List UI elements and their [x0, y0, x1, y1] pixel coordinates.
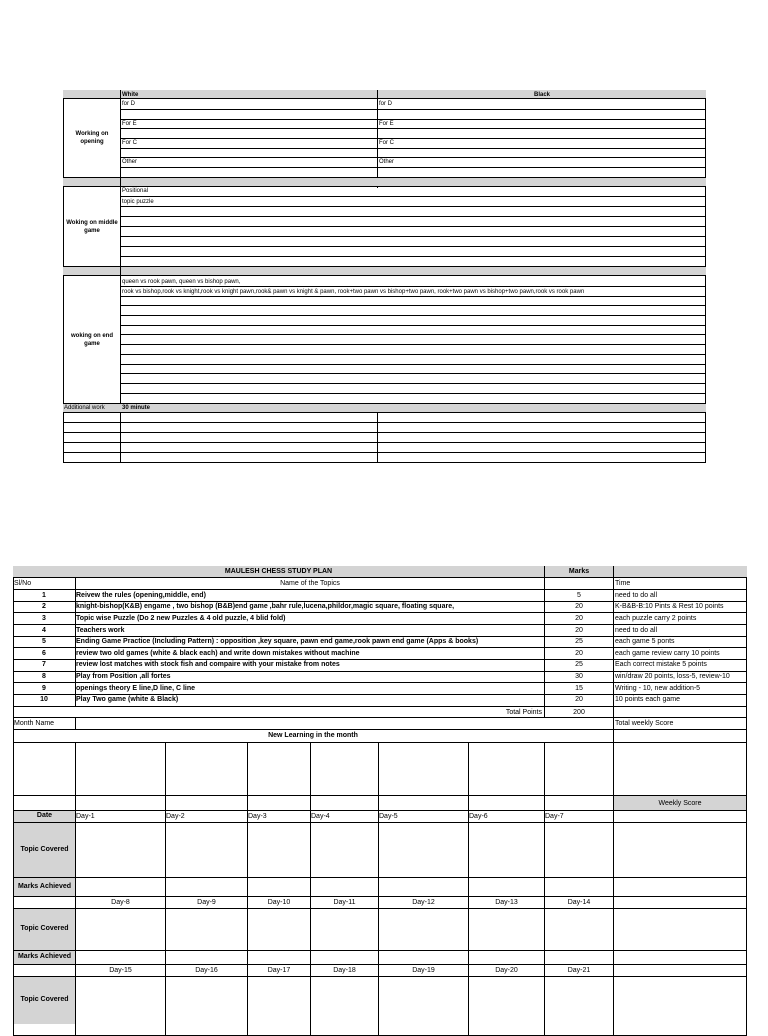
- row-marks: 15: [575, 685, 583, 692]
- row-no: 4: [42, 627, 46, 634]
- marks-header: Marks: [568, 568, 590, 575]
- opening-black-c: For C: [379, 140, 394, 146]
- end-row-2: rook vs bishop,rook vs knight,rook vs knight pawn,rook& pawn vs knight & pawn, rook+two pawn vs bishop+two pawn, rook+two pawn vs bishop+two pawn,rook vs rook pawn: [122, 289, 585, 295]
- middle-row-positional: Positional: [122, 188, 149, 194]
- day-label: Day-4: [311, 813, 330, 820]
- day-label: Day-20: [495, 967, 518, 974]
- middle-section-label: Woking on middle game: [66, 220, 118, 234]
- opening-white-d: for D: [122, 101, 136, 107]
- row-topic: Play from Position ,all fortes: [76, 673, 171, 680]
- day-label: Day-15: [109, 967, 132, 974]
- day-label: Day-18: [333, 967, 356, 974]
- row-note: need to do all: [615, 627, 658, 634]
- day-label: Day-7: [545, 813, 564, 820]
- date-label: Date: [36, 812, 53, 819]
- row-marks: 30: [575, 673, 583, 680]
- row-no: 1: [42, 592, 46, 599]
- day-label: Day-11: [333, 899, 356, 906]
- row-marks: 25: [575, 661, 583, 668]
- topic-covered-label: Topic Covered: [20, 996, 69, 1003]
- day-label: Day-14: [567, 899, 591, 906]
- row-topic: Topic wise Puzzle (Do 2 new Puzzles & 4 old puzzle, 4 blid fold): [76, 615, 286, 622]
- row-note: 10 points each game: [615, 696, 680, 703]
- end-section-label: woking on end game: [71, 333, 113, 347]
- end-row-1: queen vs rook pawn, queen vs bishop pawn,: [122, 279, 241, 285]
- row-marks: 20: [575, 627, 583, 634]
- marks-achieved-label: Marks Achieved: [17, 883, 72, 890]
- row-marks: 20: [575, 615, 583, 622]
- row-note: need to do all: [615, 592, 658, 599]
- row-no: 8: [42, 673, 46, 680]
- total-points-label: Total Points: [505, 709, 542, 716]
- row-note: win/draw 20 points, loss-5, review-10: [615, 673, 730, 680]
- day-label: Day-2: [166, 813, 185, 820]
- opening-white-c: For C: [122, 140, 137, 146]
- day-label: Day-5: [379, 813, 398, 820]
- opening-black-e: For E: [379, 121, 394, 127]
- total-weekly-score-label: Total weekly Score: [615, 720, 674, 727]
- day-label: Day-12: [412, 899, 435, 906]
- row-no: 9: [42, 685, 46, 692]
- month-name-label: Month Name: [14, 720, 55, 727]
- row-note: each game 5 ponts: [615, 638, 675, 645]
- black-header: Black: [533, 92, 550, 98]
- row-note: Writing - 10, new addition-5: [615, 685, 701, 692]
- slno-header: Sl/No: [14, 580, 32, 587]
- row-no: 5: [42, 638, 46, 645]
- total-points-value: 200: [573, 709, 585, 716]
- middle-row-topic-puzzle: topic puzzle: [122, 199, 154, 205]
- row-no: 3: [42, 615, 46, 622]
- marks-achieved-label: Marks Achieved: [17, 953, 72, 960]
- row-topic: Teachers work: [76, 627, 125, 634]
- new-learning-label: New Learning in the month: [268, 732, 358, 739]
- day-label: Day-21: [567, 967, 591, 974]
- opening-white-e: For E: [122, 121, 137, 127]
- additional-time: 30 minute: [122, 405, 151, 411]
- topic-covered-label: Topic Covered: [20, 846, 69, 853]
- opening-black-d: for D: [379, 101, 393, 107]
- day-label: Day-16: [195, 967, 218, 974]
- row-marks: 20: [575, 696, 583, 703]
- separator-row: [63, 177, 706, 187]
- row-marks: 20: [575, 650, 583, 657]
- plan-title: MAULESH CHESS STUDY PLAN: [224, 568, 333, 575]
- row-marks: 20: [575, 603, 583, 610]
- row-note: each puzzle carry 2 points: [615, 615, 697, 622]
- additional-work-label: Additional work: [64, 405, 105, 411]
- row-topic: review two old games (white & black each) and write down mistakes without machine: [76, 650, 360, 657]
- row-marks: 25: [575, 638, 583, 645]
- opening-black-other: Other: [379, 159, 395, 165]
- row-no: 7: [42, 661, 46, 668]
- row-no: 10: [40, 696, 48, 703]
- day-label: Day-9: [197, 899, 216, 906]
- day-label: Day-19: [412, 967, 435, 974]
- topic-covered-label: Topic Covered: [20, 925, 69, 932]
- row-topic: knight-bishop(K&B) engame , two bishop (B&B)end game ,bahr rule,lucena,phildor,magic square, floating square,: [76, 603, 455, 610]
- row-note: each game review carry 10 points: [615, 650, 720, 657]
- white-header: White: [122, 92, 139, 98]
- day-label: Day-8: [111, 899, 130, 906]
- row-topic: Ending Game Practice (Including Pattern) : opposition ,key square, pawn end game,rook pawn end game (Apps & books): [76, 638, 479, 645]
- day-label: Day-17: [267, 967, 291, 974]
- row-topic: Play Two game (white & Black): [76, 696, 179, 703]
- day-label: Day-13: [495, 899, 518, 906]
- day-label: Day-3: [248, 813, 267, 820]
- row-no: 6: [42, 650, 46, 657]
- opening-white-other: Other: [122, 159, 138, 165]
- row-no: 2: [42, 603, 46, 610]
- row-marks: 5: [577, 592, 581, 599]
- row-note: K-B&B-B:10 Pints & Rest 10 points: [615, 603, 724, 610]
- weekly-score-label: Weekly Score: [658, 800, 702, 807]
- row-topic: openings theory E line,D line, C line: [76, 685, 196, 692]
- day-label: Day-10: [267, 899, 291, 906]
- row-topic: review lost matches with stock fish and compaire with your mistake from notes: [76, 661, 340, 668]
- col-line: [377, 90, 378, 188]
- day-label: Day-1: [76, 813, 95, 820]
- opening-section-label: Working on opening: [75, 131, 109, 145]
- day-label: Day-6: [469, 813, 488, 820]
- row-topic: Reivew the rules (opening,middle, end): [76, 592, 206, 599]
- row-note: Each correct mistake 5 points: [615, 661, 707, 668]
- topics-header: Name of the Topics: [280, 580, 340, 587]
- time-header: Time: [615, 580, 631, 587]
- separator-row: [63, 266, 706, 276]
